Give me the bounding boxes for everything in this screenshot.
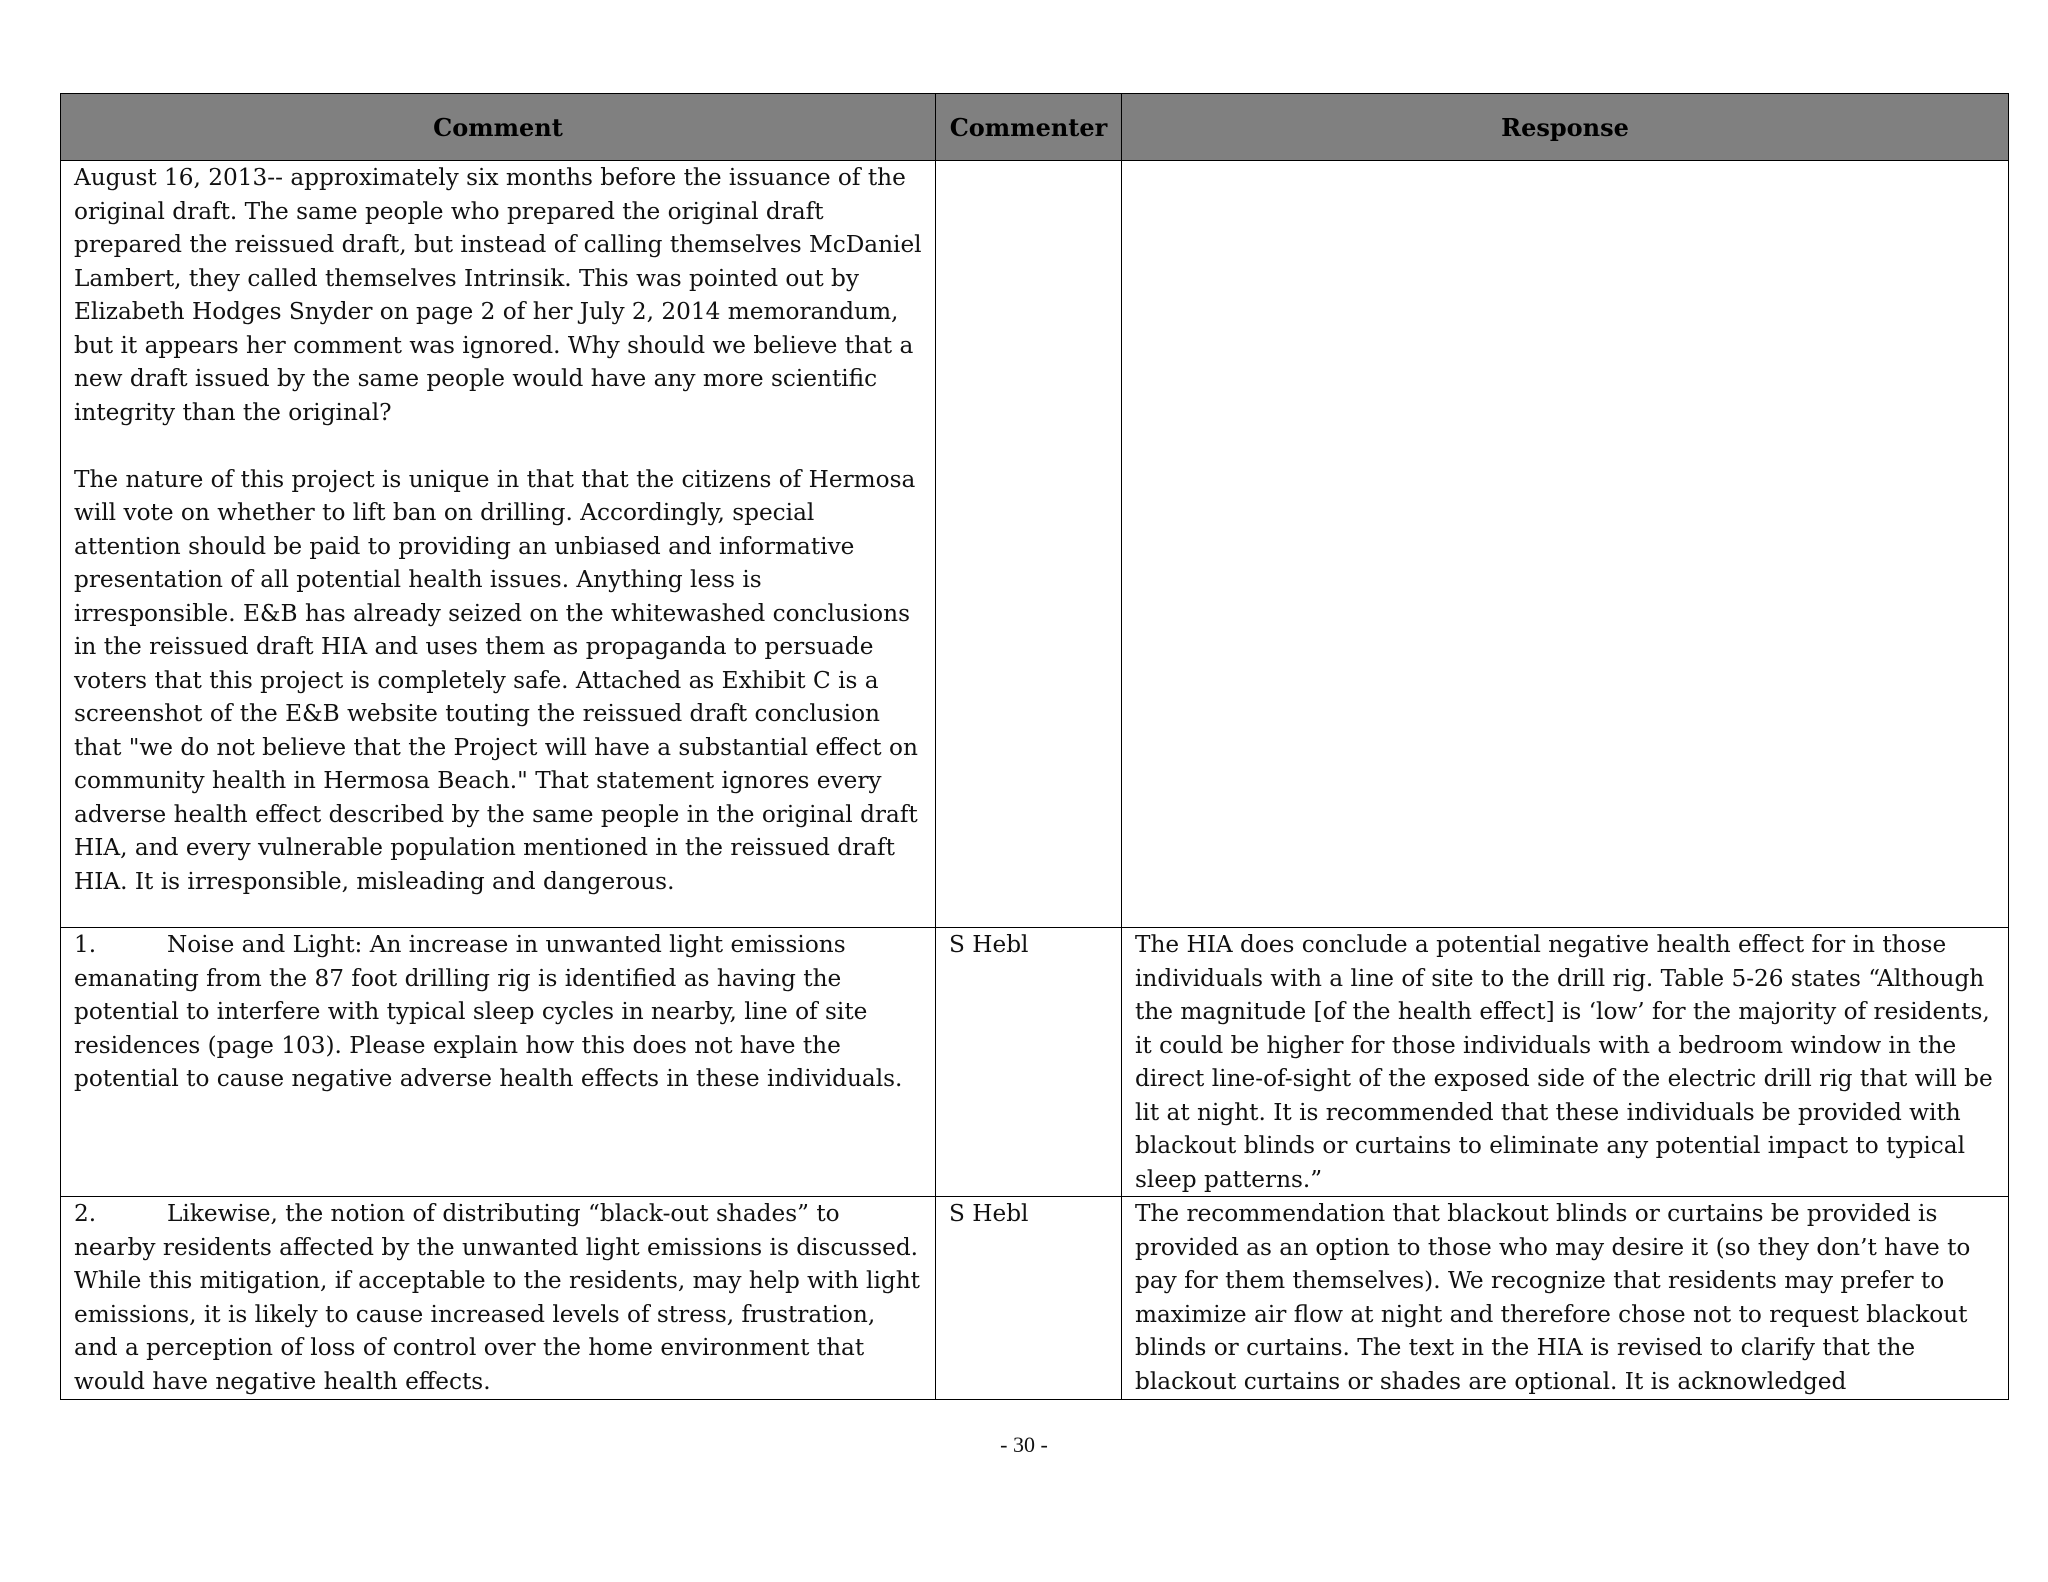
response-cell: The recommendation that blackout blinds or curtains be provided is provided as an option to those who may desire it (so they don’t have to pay for them themselves). We recognize that residents may prefer to maximize air flow at night and therefore chose not to request blackout blinds or curtains. The text in the HIA is revised to clarify that the blackout curtains or shades are optional. It is acknowledged <box>1122 1197 2009 1400</box>
comment-response-table <box>60 93 2009 1400</box>
comment-cell <box>61 928 936 1197</box>
commenter-cell <box>936 161 1122 928</box>
page-number: - 30 - <box>1000 1432 1048 1457</box>
commenter-cell: S Hebl <box>936 928 1122 1197</box>
commenter-cell: S Hebl <box>936 1197 1122 1400</box>
comment-cell <box>61 1197 936 1400</box>
response-column-header: Response <box>1122 94 2009 161</box>
comment-paragraph: August 16, 2013-- approximately six months before the issuance of the original draft. The same people who prepared the original draft prepared the reissued draft, but instead of calling themselves McDaniel Lambert, they called themselves Intrinsik. This was pointed out by Elizabeth Hodges Snyder on page 2 of her July 2, 2014 memorandum, but it appears her comment was ignored. Why should we believe that a new draft issued by the same people would have any more scientific integrity than the original? <box>74 164 922 426</box>
response-cell: The HIA does conclude a potential negative health effect for in those individuals with a line of site to the drill rig. Table 5-26 states “Although the magnitude [of the health effect] is ‘low’ for the majority of residents, it could be higher for those individuals with a bedroom window in the direct line-of-sight of the exposed side of the electric drill rig that will be lit at night. It is recommended that these individuals be provided with blackout blinds or curtains to eliminate any potential impact to typical sleep patterns.” <box>1122 928 2009 1197</box>
comment-number: 1. <box>74 931 97 958</box>
comment-paragraph: The nature of this project is unique in that that the citizens of Hermosa will vote on whether to lift ban on drilling. Accordingly, special attention should be paid to providing an unbiased and informative presentation of all potential health issues. Anything less is irresponsible. E&B has already seized on the whitewashed conclusions in the reissued draft HIA and uses them as propaganda to persuade voters that this project is completely safe. Attached as Exhibit C is a screenshot of the E&B website touting the reissued draft conclusion that "we do not believe that the Project will have a substantial effect on community health in Hermosa Beach." That statement ignores every adverse health effect described by the same people in the original draft HIA, and every vulnerable population mentioned in the reissued draft HIA. It is irresponsible, misleading and dangerous. <box>74 465 918 895</box>
comment-text: Noise and Light: An increase in unwanted light emissions emanating from the 87 foot drilling rig is identified as having the potential to interfere with typical sleep cycles in nearby, line of site residences (page 103). Please explain how this does not have the potential to cause negative adverse health effects in these individuals. <box>74 931 903 1092</box>
table-header-row <box>61 94 2009 161</box>
table-row <box>61 928 2009 1197</box>
comment-column-header: Comment <box>61 94 936 161</box>
table-row <box>61 161 2009 928</box>
comment-number: 2. <box>74 1200 97 1227</box>
table-row <box>61 1197 2009 1400</box>
response-cell <box>1122 161 2009 928</box>
comment-cell <box>61 161 936 928</box>
comment-text: Likewise, the notion of distributing “black-out shades” to nearby residents affected by the unwanted light emissions is discussed. While this mitigation, if acceptable to the residents, may help with light emissions, it is likely to cause increased levels of stress, frustration, and a perception of loss of control over the home environment that would have negative health effects. <box>74 1200 920 1395</box>
commenter-column-header: Commenter <box>936 94 1122 161</box>
